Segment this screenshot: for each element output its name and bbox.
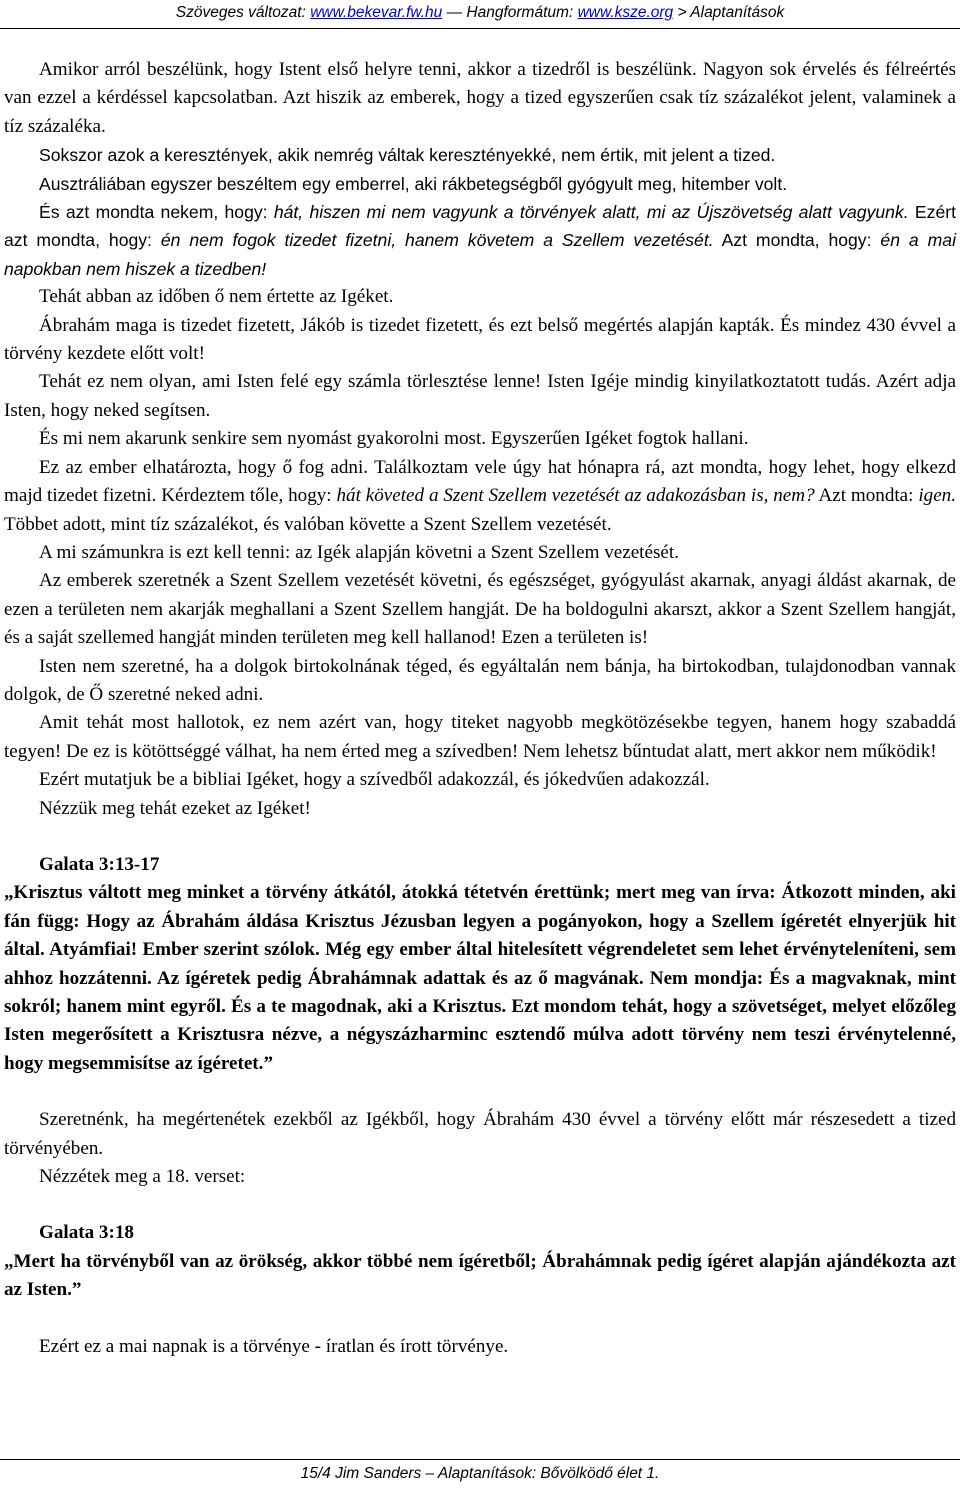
verse-quote: „Krisztus váltott meg minket a törvény átkától, átokká tétetvén érettünk; mert meg van írva: Átkozott minden, aki fán függ: Hogy az Ábrahám áldása Krisztus Jézusban legyen a pogányokon, hogy a Szellem ígéretét elnyerjük hit által. Atyámfiai! Ember szerint szólok. Még egy ember által hitelesített végrendeletet sem lehet érvényteleníteni, sem ahhoz hozzátenni. Az ígéretek pedig Ábrahámnak adattak és az ő magvának. Nem mondja: És a magvaknak, mint sokról; hanem mint egyről. És a te magodnak, aki a Krisztus. Ezt mondom tehát, hogy a szövetséget, melyet előzőleg Isten megerősített a Krisztusra nézve, a négyszázharminc esztendő múlva adott törvény nem teszi érvénytelenné, hogy megsemmisítse az ígéretet.” [4, 882, 956, 1074]
header-breadcrumb: > Alaptanítások [677, 4, 785, 21]
paragraph: Amit tehát most hallotok, ez nem azért van, hogy titeket nagyobb megkötözésekbe tegyen, hanem hogy szabaddá tegyen! De ez is kötöttséggé válhat, ha nem érted meg a szívedben! Nem lehetsz bűntudat alatt, mert akkor nem működik! [4, 712, 956, 762]
paragraph: És azt mondta nekem, hogy: hát, hiszen mi nem vagyunk a törvények alatt, mi az Újszövetség alatt vagyunk. Ezért azt mondta, hogy: én nem fogok tizedet fizetni, hanem követem a Szellem vezetését. Azt mondta, hogy: én a mai napokban nem hiszek a tizedben! [4, 202, 956, 279]
paragraph: Isten nem szeretné, ha a dolgok birtokolnának téged, és egyáltalán nem bánja, ha birtokodban, tulajdonodban vannak dolgok, de Ő szeretné neked adni. [4, 655, 956, 705]
page-footer: 15/4 Jim Sanders – Alaptanítások: Bővölködő élet 1. [300, 1465, 660, 1482]
paragraph: Tehát ez nem olyan, ami Isten felé egy számla törlesztése lenne! Isten Igéje mindig kinyilatkoztatott tudás. Azért adja Isten, hogy neked segítsen. [4, 371, 956, 421]
verse-reference: Galata 3:13-17 [39, 853, 160, 875]
document-body [4, 56, 956, 1361]
header-audio-label: — Hangformátum: [446, 4, 574, 21]
ksze-link[interactable]: www.ksze.org [577, 4, 674, 21]
header-divider [0, 28, 960, 29]
paragraph: Ezért mutatjuk be a bibliai Igéket, hogy a szívedből adakozzál, és jókedvűen adakozzál. [39, 769, 710, 791]
header-text-version-label: Szöveges változat: [175, 4, 306, 21]
paragraph: Ábrahám maga is tizedet fizetett, Jákób is tizedet fizetett, és ezt belső megértés alapján kapták. És mindez 430 évvel a törvény kezdete előtt volt! [4, 314, 956, 365]
paragraph: Ez az ember elhatározta, hogy ő fog adni. Találkoztam vele úgy hat hónapra rá, azt mondta, hogy lehet, hogy elkezd majd tizedet fizetni. Kérdeztem tőle, hogy: hát követed a Szent Szellem vezetését az adakozásban is, nem? Azt mondta: igen. Többet adott, mint tíz százalékot, és valóban követte a Szent Szellem vezetését. [4, 456, 956, 535]
paragraph: Ausztráliában egyszer beszéltem egy emberrel, aki rákbetegségből gyógyult meg, hitember volt. [39, 173, 788, 194]
verse-reference: Galata 3:18 [39, 1222, 134, 1244]
paragraph: Nézzük meg tehát ezeket az Igéket! [39, 797, 311, 819]
paragraph: És mi nem akarunk senkire sem nyomást gyakorolni most. Egyszerűen Igéket fogtok hallani. [39, 428, 749, 450]
paragraph: Nézzétek meg a 18. verset: [39, 1166, 246, 1188]
paragraph: Amikor arról beszélünk, hogy Istent első helyre tenni, akkor a tizedről is beszélünk. Nagyon sok érvelés és félreértés van ezzel a kérdéssel kapcsolatban. Azt hiszik az emberek, hogy a tized egyszerűen csak tíz százalékot jelent, valaminek a tíz százaléka. [4, 59, 956, 137]
paragraph: Sokszor azok a keresztények, akik nemrég váltak keresztényekké, nem értik, mit jelent a tized. [39, 145, 776, 166]
paragraph: A mi számunkra is ezt kell tenni: az Igék alapján követni a Szent Szellem vezetését. [39, 541, 679, 563]
paragraph: Az emberek szeretnék a Szent Szellem vezetését követni, és egészséget, gyógyulást akarnak, anyagi áldást akarnak, de ezen a területen nem akarják meghallani a Szent Szellem hangját. De ha boldogulni akarszt, akkor a Szent Szellem hangját, és a saját szellemed hangját minden területen meg kell hallanod! Ezen a területen is! [4, 570, 956, 649]
paragraph: Tehát abban az időben ő nem értette az Igéket. [39, 286, 394, 308]
verse-quote: „Mert ha törvényből van az örökség, akkor többé nem ígéretből; Ábrahámnak pedig ígéret alapján ajándékozta azt az Isten.” [4, 1250, 956, 1301]
closing-paragraph: Ezért ez a mai napnak is a törvénye - íratlan és írott törvénye. [39, 1335, 509, 1357]
page-header [0, 0, 960, 26]
paragraph: Szeretnénk, ha megértenétek ezekből az Igékből, hogy Ábrahám 430 évvel a törvény előtt már részesedett a tized törvényében. [4, 1109, 956, 1159]
bekevar-link[interactable]: www.bekevar.fw.hu [310, 4, 443, 21]
footer-divider [0, 1459, 960, 1460]
